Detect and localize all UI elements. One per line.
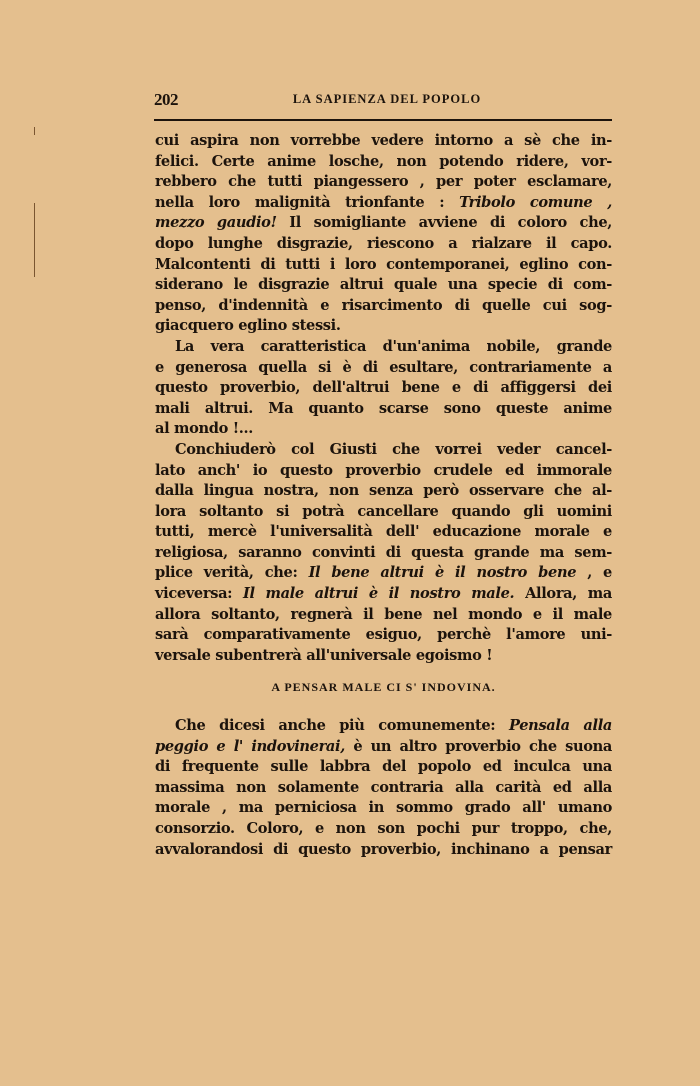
text-line <box>155 563 612 584</box>
line-text: siderano le disgrazie altrui quale una specie di com- <box>155 276 612 294</box>
line-text: questo proverbio, dell'altrui bene e di affiggersi dei <box>155 379 612 397</box>
line-text: viceversa: <box>155 585 244 603</box>
page-header <box>154 90 612 114</box>
italic-quote: Pensala alla <box>509 717 613 734</box>
line-text: religiosa, saranno convinti di questa grande ma sem- <box>155 543 612 561</box>
text-line <box>155 819 612 840</box>
line-text: mali altrui. Ma quanto scarse sono queste anime <box>155 399 612 417</box>
text-line <box>155 275 612 296</box>
line-text: massima non solamente contraria alla carità ed alla <box>155 778 612 796</box>
text-line <box>155 543 612 564</box>
line-text: dopo lunghe disgrazie, riescono a rialzare il capo. <box>155 234 612 252</box>
line-text: Malcontenti di tutti i loro contemporanei, eglino con- <box>155 255 612 273</box>
section-heading: A PENSAR MALE CI S' INDOVINA. <box>271 680 496 694</box>
text-line <box>155 757 612 778</box>
text-line <box>155 296 612 317</box>
line-text: penso, d'indennità e risarcimento di quelle cui sog- <box>155 296 612 314</box>
text-line <box>155 584 612 605</box>
line-text: lato anch' io questo proverbio crudele ed immorale <box>155 461 612 479</box>
text-line <box>155 840 612 861</box>
text-line <box>155 213 612 234</box>
text-line <box>155 399 612 420</box>
italic-quote: Tribolo comune , <box>459 193 612 211</box>
text-line <box>155 234 612 255</box>
page-number: 202 <box>154 90 178 109</box>
line-text: di frequente sulle labbra del popolo ed inculca una <box>155 758 612 776</box>
italic-quote: Il male altrui è il nostro male. <box>243 585 515 603</box>
line-text: versale subentrerà all'universale egoismo ! <box>155 646 493 664</box>
margin-mark <box>34 127 35 135</box>
text-line <box>155 172 612 193</box>
text-line <box>155 481 612 502</box>
text-line <box>155 605 612 626</box>
line-text: è un altro proverbio che suona <box>344 737 612 755</box>
text-line <box>155 131 612 152</box>
italic-quote: mezzo gaudio! <box>155 214 277 232</box>
text-line <box>155 419 612 440</box>
line-text: dalla lingua nostra, non senza però osservare che al- <box>155 482 612 500</box>
text-line <box>155 152 612 173</box>
line-text: La vera caratteristica d'un'anima nobile, grande <box>175 337 612 355</box>
line-text: lora soltanto si potrà cancellare quando gli uomini <box>155 502 612 520</box>
text-line <box>155 778 612 799</box>
line-text: morale , ma perniciosa in sommo grado all' umano <box>155 799 612 817</box>
line-text: consorzio. Coloro, e non son pochi pur troppo, che, <box>155 819 612 837</box>
text-line <box>155 502 612 523</box>
line-text: avvalorandosi di questo proverbio, inchinano a pensar <box>155 840 612 858</box>
text-line <box>155 358 612 379</box>
text-line <box>155 646 612 667</box>
line-text: giacquero eglino stessi. <box>155 317 341 335</box>
text-line <box>155 716 612 737</box>
text-line <box>155 737 612 758</box>
line-text: sarà comparativamente esiguo, perchè l'amore uni- <box>155 626 612 644</box>
body-text-section-1 <box>155 131 612 666</box>
line-text: nella loro malignità trionfante : <box>155 193 460 211</box>
margin-mark <box>34 203 35 277</box>
text-line <box>155 522 612 543</box>
italic-quote: Il bene altrui è il nostro bene <box>308 564 577 582</box>
text-line <box>155 255 612 276</box>
text-line <box>155 193 612 214</box>
text-line <box>155 378 612 399</box>
line-text: , e <box>576 564 612 582</box>
line-text: tutti, mercè l'universalità dell' educazione morale e <box>155 523 612 541</box>
text-line <box>155 316 612 337</box>
line-text: e generosa quella si è di esultare, contrariamente a <box>155 358 612 376</box>
line-text: al mondo !... <box>155 420 253 438</box>
line-text: Conchiuderò col Giusti che vorrei veder cancel- <box>175 440 612 458</box>
line-text: allora soltanto, regnerà il bene nel mondo e il male <box>155 605 612 623</box>
line-text: Allora, ma <box>514 585 612 603</box>
body-text-section-2 <box>155 716 612 860</box>
line-text: rebbero che tutti piangessero , per poter esclamare, <box>155 173 612 191</box>
header-rule <box>154 119 612 121</box>
text-line <box>155 461 612 482</box>
line-text: Il somigliante avviene di coloro che, <box>276 214 612 232</box>
line-text: felici. Certe anime losche, non potendo ridere, vor- <box>155 152 612 170</box>
running-title: LA SAPIENZA DEL POPOLO <box>292 92 482 106</box>
text-line <box>155 625 612 646</box>
text-line <box>155 337 612 358</box>
italic-quote: peggio e l' indovinerai, <box>155 737 345 755</box>
text-line <box>155 440 612 461</box>
line-text: plice verità, che: <box>155 564 309 582</box>
line-text: cui aspira non vorrebbe vedere intorno a sè che in- <box>155 132 612 149</box>
line-text: Che dicesi anche più comunemente: <box>175 717 510 734</box>
text-line <box>155 798 612 819</box>
